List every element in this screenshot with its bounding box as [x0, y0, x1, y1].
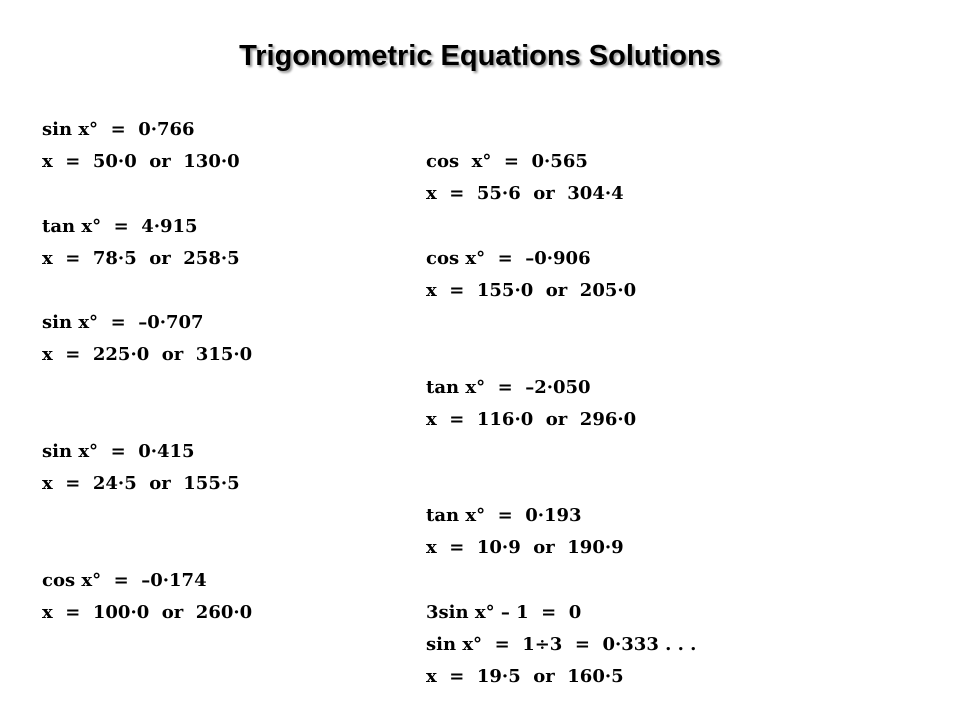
equation-line: sin x° = 0·415	[42, 440, 195, 462]
solution-line: x = 100·0 or 260·0	[42, 601, 253, 623]
right-solutions-column	[426, 114, 696, 693]
solution-line: x = 24·5 or 155·5	[42, 473, 240, 495]
blank-line	[426, 436, 696, 468]
page-title: Trigonometric Equations Solutions	[239, 40, 721, 72]
solution-line: x = 78·5 or 258·5	[42, 247, 240, 269]
left-solutions-column	[42, 114, 252, 629]
equation-line: cos x° = 0·565	[426, 151, 588, 173]
equation-line: tan x° = –2·050	[426, 376, 591, 398]
solution-line: x = 116·0 or 296·0	[426, 408, 637, 430]
working-line: sin x° = 1÷3 = 0·333 . . .	[426, 634, 697, 655]
blank-line	[426, 114, 696, 146]
blank-line	[42, 275, 252, 307]
solution-line: x = 55·6 or 304·4	[426, 183, 624, 205]
blank-line	[426, 211, 696, 243]
blank-line	[42, 404, 252, 436]
solution-line: x = 10·9 or 190·9	[426, 537, 624, 559]
solution-line: x = 225·0 or 315·0	[42, 344, 253, 366]
blank-line	[42, 178, 252, 210]
equation-line: 3sin x° – 1 = 0	[426, 601, 582, 623]
equation-line: tan x° = 0·193	[426, 505, 582, 527]
blank-line	[42, 372, 252, 404]
equation-line: sin x° = 0·766	[42, 119, 195, 140]
blank-line	[426, 565, 696, 597]
solution-line: x = 19·5 or 160·5	[426, 666, 624, 688]
equation-line: cos x° = –0·174	[42, 569, 207, 591]
solution-line: x = 50·0 or 130·0	[42, 151, 240, 173]
equation-line: cos x° = –0·906	[426, 247, 591, 269]
equation-line: sin x° = –0·707	[42, 312, 204, 334]
blank-line	[42, 500, 252, 532]
solution-line: x = 155·0 or 205·0	[426, 279, 637, 301]
blank-line	[426, 339, 696, 371]
blank-line	[42, 532, 252, 564]
blank-line	[426, 307, 696, 339]
equation-line: tan x° = 4·915	[42, 215, 198, 237]
blank-line	[426, 468, 696, 500]
